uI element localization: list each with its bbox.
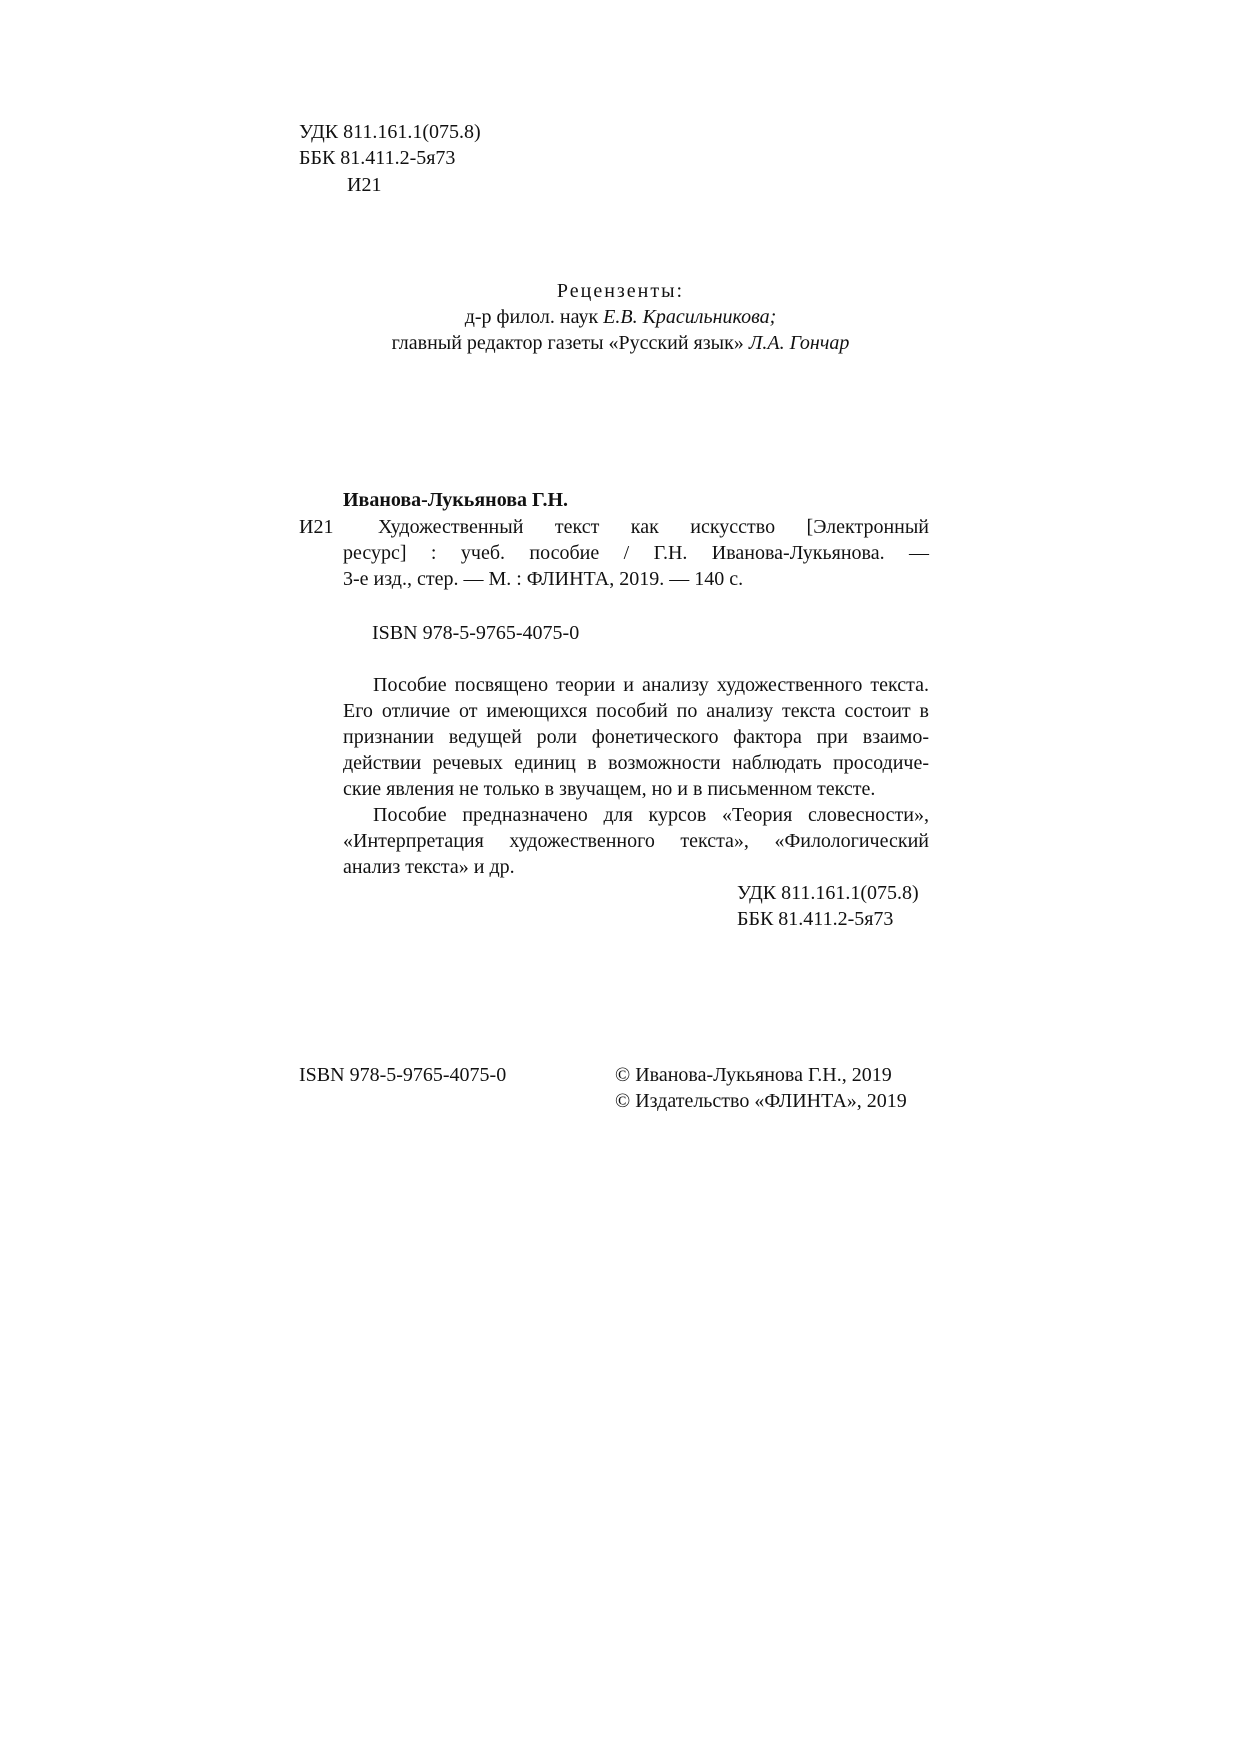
- entry-desc-line-2: ресурс] : учеб. пособие / Г.Н. Иванова-Лукьянова. —: [343, 542, 929, 564]
- annotation-bbk: ББК 81.411.2-5я73: [737, 908, 894, 930]
- annotation-p1-line-1: Пособие посвящено теории и анализу художественного текста.: [373, 674, 929, 696]
- entry-author: Иванова-Лукьянова Г.Н.: [343, 489, 569, 511]
- header-code: И21: [347, 174, 382, 196]
- reviewers-line-1: [0, 304, 1241, 330]
- reviewers-line-2: [0, 330, 1241, 356]
- annotation-p1-line-3: признании ведущей роли фонетического фактора при взаимо-: [343, 726, 929, 748]
- header-bbk: ББК 81.411.2-5я73: [299, 147, 456, 169]
- annotation-p1-line-5: ские явления не только в звучащем, но и в письменном тексте.: [343, 778, 876, 800]
- annotation-udk: УДК 811.161.1(075.8): [737, 882, 919, 904]
- reviewer-1-name: Е.В. Красильникова;: [603, 306, 777, 328]
- header-udk: УДК 811.161.1(075.8): [299, 121, 481, 143]
- entry-desc-line-1: Художественный текст как искусство [Электронный: [378, 516, 929, 538]
- annotation-p1-line-4: действии речевых единиц в возможности наблюдать просодиче-: [343, 752, 929, 774]
- annotation-p2-line-3: анализ текста» и др.: [343, 856, 515, 878]
- annotation-p1-line-2: Его отличие от имеющихся пособий по анализу текста состоит в: [343, 700, 929, 722]
- footer-copyright-publisher: © Издательство «ФЛИНТА», 2019: [615, 1090, 907, 1112]
- reviewer-2-position: главный редактор газеты «Русский язык»: [391, 332, 749, 354]
- footer-copyright-author: © Иванова-Лукьянова Г.Н., 2019: [615, 1064, 892, 1086]
- annotation-p2-line-1: Пособие предназначено для курсов «Теория словесности»,: [373, 804, 929, 826]
- reviewer-1-degree: д-р филол. наук: [464, 306, 604, 328]
- reviewer-2-name: Л.А. Гончар: [748, 332, 850, 354]
- annotation-p2-line-2: «Интерпретация художественного текста», «Филологический: [343, 830, 929, 852]
- entry-desc-line-3: 3-е изд., стер. — М. : ФЛИНТА, 2019. — 140 с.: [343, 568, 744, 590]
- entry-isbn: ISBN 978-5-9765-4075-0: [372, 622, 580, 644]
- entry-code: И21: [299, 516, 334, 538]
- footer-isbn: ISBN 978-5-9765-4075-0: [299, 1064, 507, 1086]
- reviewers-title: Рецензенты:: [556, 280, 685, 302]
